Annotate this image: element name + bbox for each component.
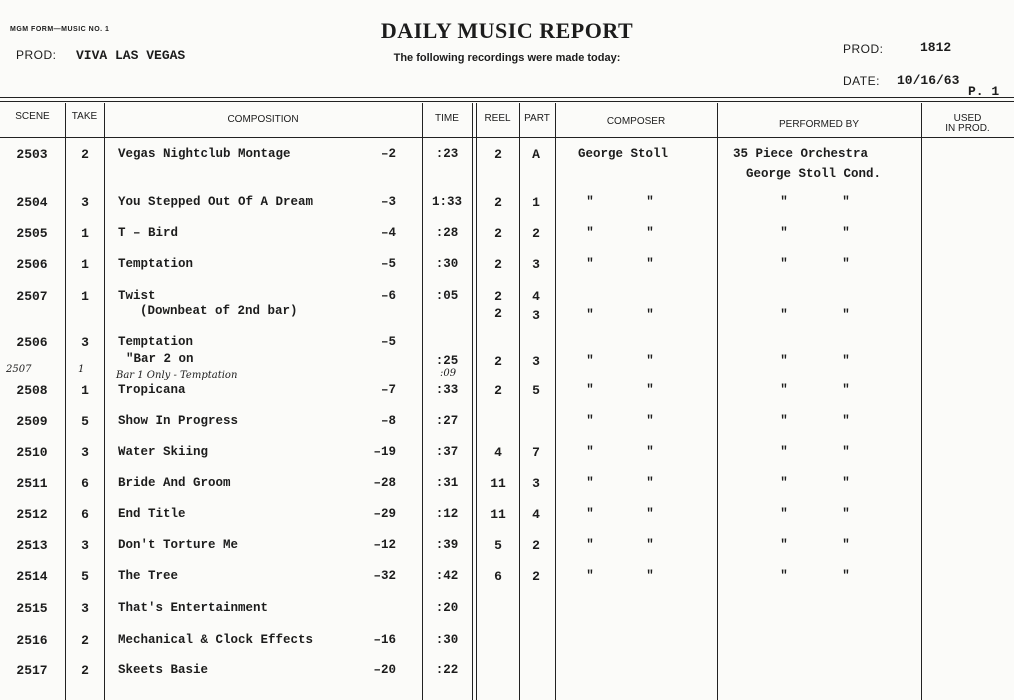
cell-comp1: " [586,195,594,209]
cell-take: 2 [81,633,89,648]
header-composition: COMPOSITION [227,114,299,125]
cell-part: A [532,147,540,162]
cell-scene: 2513 [16,538,48,553]
cell-composition: Temptation [118,257,194,271]
cell-take: 5 [81,414,89,429]
report-subtitle: The following recordings were made today: [393,52,621,64]
handwritten-note: Bar 1 Only - Temptation [116,370,238,381]
cell-num: –3 [380,195,396,209]
cell-comp2: " [646,414,654,428]
temptation-composer-ditto-2: " [646,354,654,368]
twist-performer-ditto-2: " [842,308,850,322]
twist-sub-note: (Downbeat of 2nd bar) [140,304,298,318]
cell-composition: Vegas Nightclub Montage [118,147,291,161]
cell-num: –16 [373,633,396,647]
temptation-time: :25 [435,354,459,368]
report-date: 10/16/63 [897,73,960,88]
cell-take: 3 [81,601,89,616]
cell-scene: 2505 [16,226,48,241]
cell-composition: End Title [118,507,186,521]
cell-part: 2 [532,538,540,553]
twist-part-2: 3 [532,308,540,323]
cell-comp1: " [586,445,594,459]
col-divider-time-a [472,103,473,700]
cell-scene: 2504 [16,195,48,210]
header-performed-by: PERFORMED BY [778,119,859,130]
production-name: VIVA LAS VEGAS [76,48,186,63]
cell-perf2: " [842,195,850,209]
temptation-reel: 2 [494,354,502,369]
cell-scene: 2509 [16,414,48,429]
cell-perf1: " [780,569,788,583]
cell-take: 3 [81,195,89,210]
cell-perf2: " [842,445,850,459]
cell-part: 5 [532,383,540,398]
cell-time: :39 [435,538,459,552]
cell-composition: The Tree [118,569,179,583]
header-used-line1: USED [953,113,982,124]
header-composer: COMPOSER [606,116,666,127]
prod-number-label: PROD: [843,42,884,56]
cell-comp1: " [586,383,594,397]
cell-reel: 2 [494,195,502,210]
cell-perf1: " [780,476,788,490]
cell-composition: Temptation [118,335,194,349]
cell-perf1: " [780,414,788,428]
cell-take: 1 [81,289,89,304]
cell-num: –28 [373,476,396,490]
cell-scene: 2515 [16,601,48,616]
cell-time: :12 [435,507,459,521]
page-number: P. 1 [968,84,1000,99]
cell-time: :30 [435,633,459,647]
cell-perf2: " [842,257,850,271]
top-rule [0,97,1014,98]
twist-composer-ditto-1: " [586,308,594,322]
cell-time: :22 [435,663,459,677]
cell-take: 3 [81,538,89,553]
cell-time: :42 [435,569,459,583]
col-divider-scene [65,103,66,700]
cell-perf1: " [780,226,788,240]
cell-time: :23 [435,147,459,161]
cell-composition: Twist [118,289,156,303]
cell-reel: 11 [490,507,506,522]
cell-part: 4 [532,289,540,304]
cell-time: :05 [435,289,459,303]
cell-composition: You Stepped Out Of A Dream [118,195,314,209]
cell-comp1: " [586,476,594,490]
report-title: DAILY MUSIC REPORT [380,18,634,43]
cell-part: 3 [532,257,540,272]
cell-take: 2 [81,147,89,162]
cell-comp1: George Stoll [578,147,669,161]
twist-composer-ditto-2: " [646,308,654,322]
cell-comp1: " [586,226,594,240]
cell-take: 6 [81,476,89,491]
cell-part: 1 [532,195,540,210]
header-reel: REEL [484,113,511,124]
cell-num: –32 [373,569,396,583]
temptation-composer-ditto-1: " [586,354,594,368]
cell-num: –6 [380,289,396,303]
cell-composition: Water Skiing [118,445,209,459]
prod-label: PROD: [16,48,57,62]
cell-comp2: " [646,383,654,397]
handwritten-scene: 2507 [6,364,32,375]
header-rule [0,137,1014,138]
cell-perf2: " [842,226,850,240]
cell-perf1: " [780,538,788,552]
cell-scene: 2514 [16,569,48,584]
date-label: DATE: [843,74,880,88]
cell-take: 5 [81,569,89,584]
header-time: TIME [435,113,459,124]
cell-comp1: " [586,538,594,552]
cell-time: :27 [435,414,459,428]
col-divider-take [104,103,105,700]
cell-num: –19 [373,445,396,459]
cell-take: 1 [81,257,89,272]
cell-comp2: " [646,476,654,490]
cell-part: 2 [532,569,540,584]
header-used-in-prod [921,114,1014,134]
cell-comp2: " [646,195,654,209]
cell-take: 6 [81,507,89,522]
cell-scene: 2516 [16,633,48,648]
cell-time: 1:33 [431,195,462,209]
cell-reel: 11 [490,476,506,491]
cell-perf1: " [780,445,788,459]
cell-comp2: " [646,507,654,521]
cell-reel: 5 [494,538,502,553]
col-divider-composer [717,103,718,700]
cell-comp2: " [646,538,654,552]
cell-reel: 2 [494,383,502,398]
cell-scene: 2503 [16,147,48,162]
cell-composition: That's Entertainment [118,601,269,615]
cell-composition: Don't Torture Me [118,538,239,552]
temptation-performer-ditto-1: " [780,354,788,368]
col-divider-time-b [476,103,477,700]
cell-reel: 6 [494,569,502,584]
cell-reel: 4 [494,445,502,460]
cell-scene: 2511 [16,476,48,491]
cell-perf2: " [842,507,850,521]
cell-reel: 2 [494,257,502,272]
cell-comp1: " [586,257,594,271]
cell-comp2: " [646,226,654,240]
cell-take: 3 [81,335,89,350]
cell-take: 1 [81,226,89,241]
cell-part: 3 [532,476,540,491]
cell-scene: 2510 [16,445,48,460]
cell-num: –2 [380,147,396,161]
cell-composition: Skeets Basie [118,663,209,677]
cell-perf2: " [842,569,850,583]
cell-num: –8 [380,414,396,428]
cell-comp2: " [646,445,654,459]
temptation-performer-ditto-2: " [842,354,850,368]
cell-time: :28 [435,226,459,240]
cell-take: 2 [81,663,89,678]
cell-take: 1 [81,383,89,398]
col-divider-part [555,103,556,700]
cell-take: 3 [81,445,89,460]
cell-time: :37 [435,445,459,459]
cell-num: –7 [380,383,396,397]
cell-perf2: " [842,538,850,552]
cell-comp2: " [646,569,654,583]
cell-scene: 2506 [16,257,48,272]
cell-perf1: " [780,257,788,271]
handwritten-take: 1 [78,364,85,375]
cell-num: –5 [380,335,396,349]
top-rule-2 [0,101,1014,102]
cell-reel: 2 [494,226,502,241]
cell-time: :20 [435,601,459,615]
cell-perf1: " [780,507,788,521]
cell-part: 7 [532,445,540,460]
cell-scene: 2508 [16,383,48,398]
cell-perf2: " [842,414,850,428]
cell-time: :31 [435,476,459,490]
handwritten-time: :09 [440,368,457,379]
cell-part: 2 [532,226,540,241]
cell-comp2: " [646,257,654,271]
cell-composition: Mechanical & Clock Effects [118,633,314,647]
col-divider-reel [519,103,520,700]
cell-composition: Bride And Groom [118,476,231,490]
twist-reel-2: 2 [494,306,502,321]
cell-time: :33 [435,383,459,397]
form-number: MGM FORM—MUSIC NO. 1 [10,26,110,33]
cell-perf2: " [842,383,850,397]
cell-part: 4 [532,507,540,522]
cell-num: –12 [373,538,396,552]
cell-comp1: " [586,507,594,521]
temptation-sub-note: "Bar 2 on [126,352,194,366]
cell-num: –29 [373,507,396,521]
cell-comp1: " [586,414,594,428]
production-number: 1812 [920,40,952,55]
header-scene: SCENE [15,111,50,122]
cell-reel: 2 [494,289,502,304]
cell-scene: 2506 [16,335,48,350]
cell-composition: T – Bird [118,226,179,240]
cell-scene: 2517 [16,663,48,678]
cell-perf1: " [780,383,788,397]
cell-composition: Tropicana [118,383,186,397]
cell-scene: 2507 [16,289,48,304]
conductor-line: George Stoll Cond. [746,167,882,181]
cell-time: :30 [435,257,459,271]
col-divider-performed [921,103,922,700]
cell-scene: 2512 [16,507,48,522]
cell-comp1: " [586,569,594,583]
twist-performer-ditto-1: " [780,308,788,322]
cell-perf1: " [780,195,788,209]
cell-perf1: 35 Piece Orchestra [733,147,869,161]
header-take: TAKE [71,111,98,122]
cell-num: –5 [380,257,396,271]
header-used-line2: IN PROD. [945,123,990,134]
cell-perf2: " [842,476,850,490]
cell-num: –20 [373,663,396,677]
cell-composition: Show In Progress [118,414,239,428]
temptation-part: 3 [532,354,540,369]
cell-reel: 2 [494,147,502,162]
header-part: PART [524,113,550,124]
cell-num: –4 [380,226,396,240]
